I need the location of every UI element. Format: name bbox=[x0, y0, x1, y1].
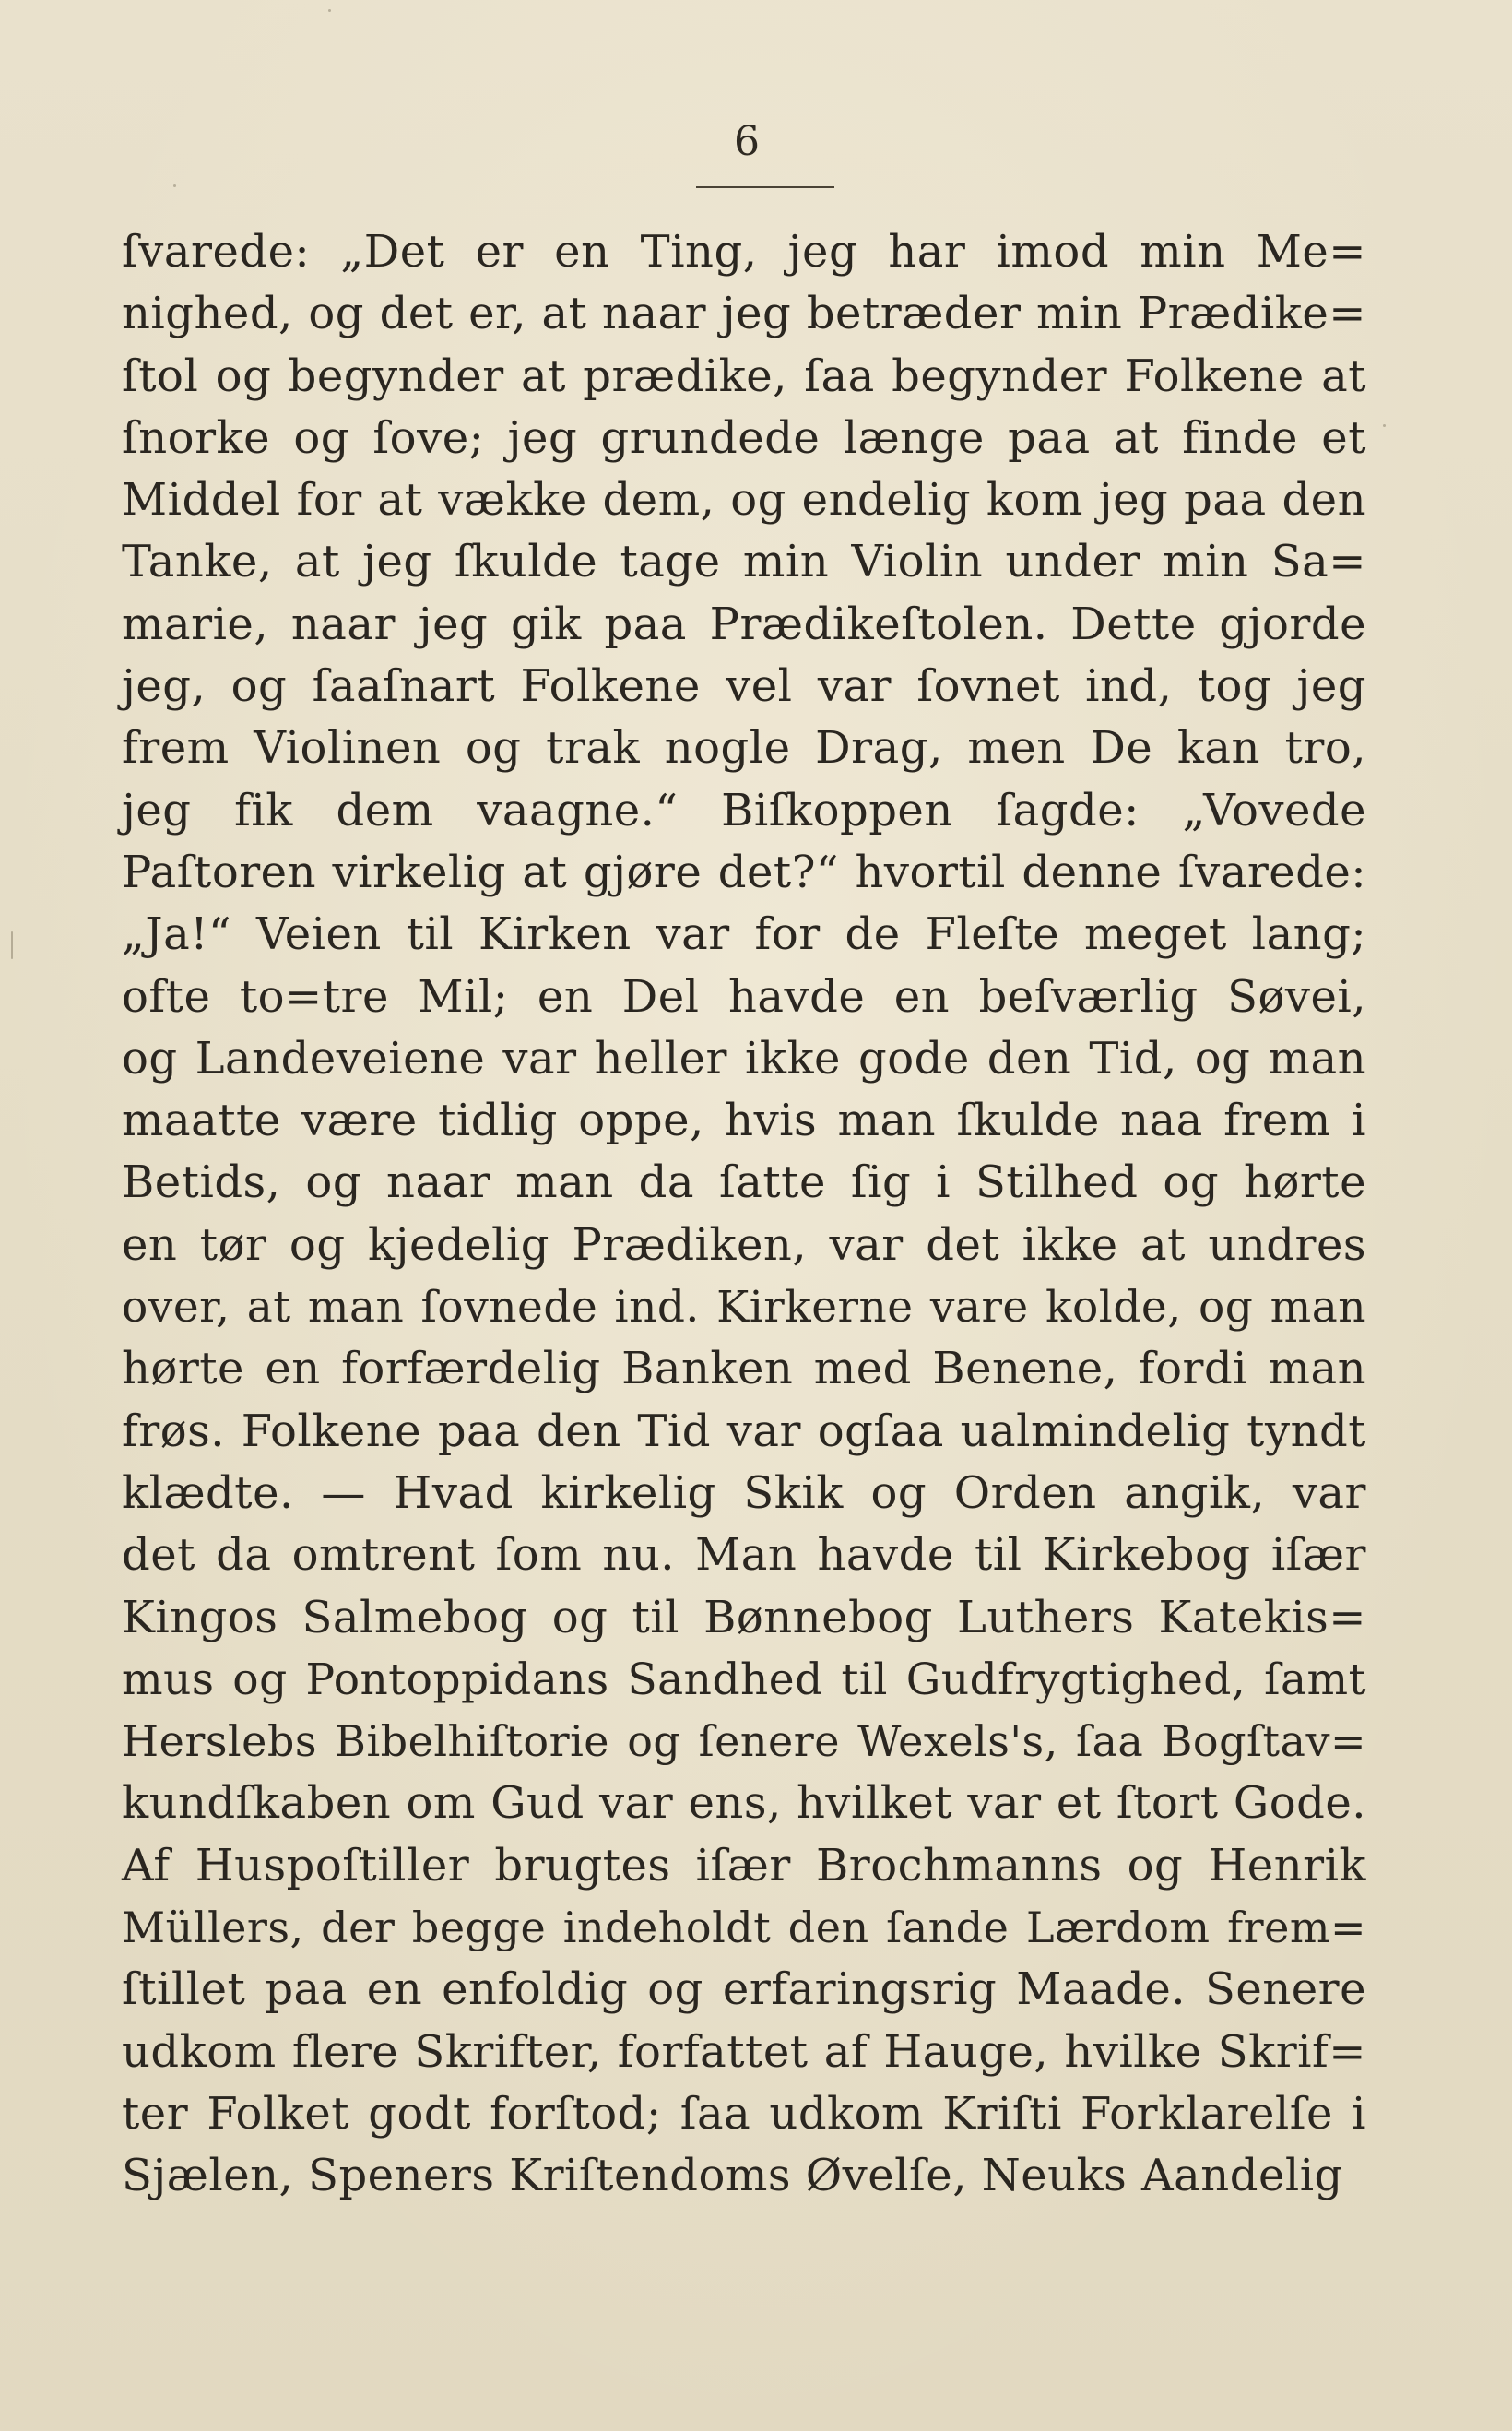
text-line: det da omtrent ſom nu. Man havde til Kirkebog iſær bbox=[122, 1529, 1366, 1582]
header-rule bbox=[696, 186, 834, 188]
text-line: Tanke, at jeg ſkulde tage min Violin under min Sa= bbox=[122, 536, 1366, 588]
text-line: og Landeveiene var heller ikke gode den Tid, og man bbox=[122, 1032, 1366, 1085]
text-line: nighed, og det er, at naar jeg betræder min Prædike= bbox=[122, 288, 1366, 340]
paper-speck bbox=[11, 931, 13, 959]
text-line: jeg fik dem vaagne.“ Biſkoppen ſagde: „Vovede bbox=[122, 784, 1366, 836]
paper-speck bbox=[173, 184, 176, 187]
text-line: „Ja!“ Veien til Kirken var for de Fleſte meget lang; bbox=[122, 908, 1366, 961]
text-line: Kingos Salmebog og til Bønnebog Luthers Katekis= bbox=[122, 1591, 1366, 1643]
text-line: en tør og kjedelig Prædiken, var det ikke at undres bbox=[122, 1218, 1366, 1271]
text-line: Middel for at vække dem, og endelig kom jeg paa den bbox=[122, 474, 1366, 527]
body-text bbox=[122, 221, 1366, 2208]
page-number: 6 bbox=[734, 118, 760, 165]
text-line: Betids, og naar man da ſatte ſig i Stilhed og hørte bbox=[122, 1156, 1366, 1209]
text-line: Sjælen, Speners Kriſtendoms Øvelſe, Neuks Aandelig bbox=[122, 2150, 1343, 2202]
text-line: frem Violinen og trak nogle Drag, men De kan tro, bbox=[122, 722, 1366, 775]
text-line: Af Huspoſtiller brugtes iſær Brochmanns og Henrik bbox=[122, 1839, 1366, 1891]
text-line: ſvarede: „Det er en Ting, jeg har imod min Me= bbox=[122, 226, 1366, 278]
text-line: frøs. Folkene paa den Tid var ogſaa ualmindelig tyndt bbox=[122, 1405, 1366, 1457]
text-line: maatte være tidlig oppe, hvis man ſkulde naa frem i bbox=[122, 1095, 1366, 1147]
text-line: ſtol og begynder at prædike, ſaa begynder Folkene at bbox=[122, 350, 1366, 402]
text-line: marie, naar jeg gik paa Prædikeſtolen. Dette gjorde bbox=[122, 598, 1366, 650]
text-line: ſnorke og ſove; jeg grundede længe paa at finde et bbox=[122, 411, 1366, 464]
text-line: ofte to=tre Mil; en Del havde en beſværlig Søvei, bbox=[122, 970, 1366, 1023]
paper-speck bbox=[328, 9, 331, 12]
text-line: udkom flere Skrifter, forfattet af Hauge, hvilke Skrif= bbox=[122, 2025, 1366, 2078]
text-line: hørte en forfærdelig Banken med Benene, fordi man bbox=[122, 1343, 1366, 1395]
text-line: mus og Pontoppidans Sandhed til Gudfrygtighed, ſamt bbox=[122, 1654, 1366, 1705]
text-line: Paſtoren virkelig at gjøre det?“ hvortil denne ſvarede: bbox=[122, 846, 1366, 898]
text-line: Herslebs Bibelhiſtorie og ſenere Wexels's, ſaa Bogſtav= bbox=[122, 1716, 1366, 1767]
text-line: klædte. — Hvad kirkelig Skik og Orden angik, var bbox=[122, 1466, 1366, 1519]
paper-speck bbox=[1383, 424, 1386, 427]
text-line: ter Folket godt forſtod; ſaa udkom Kriſti Forklarelſe i bbox=[122, 2087, 1366, 2140]
text-line: ſtillet paa en enfoldig og erfaringsrig Maade. Senere bbox=[122, 1963, 1366, 2016]
text-line: Müllers, der begge indeholdt den ſande Lærdom frem= bbox=[122, 1903, 1366, 1953]
paper-speck bbox=[1346, 1803, 1349, 1806]
text-line: jeg, og ſaaſnart Folkene vel var ſovnet ind, tog jeg bbox=[122, 660, 1366, 713]
text-line: over, at man ſovnede ind. Kirkerne vare kolde, og man bbox=[122, 1282, 1366, 1334]
text-line: kundſkaben om Gud var ens, hvilket var et ſtort Gode. bbox=[122, 1777, 1366, 1830]
